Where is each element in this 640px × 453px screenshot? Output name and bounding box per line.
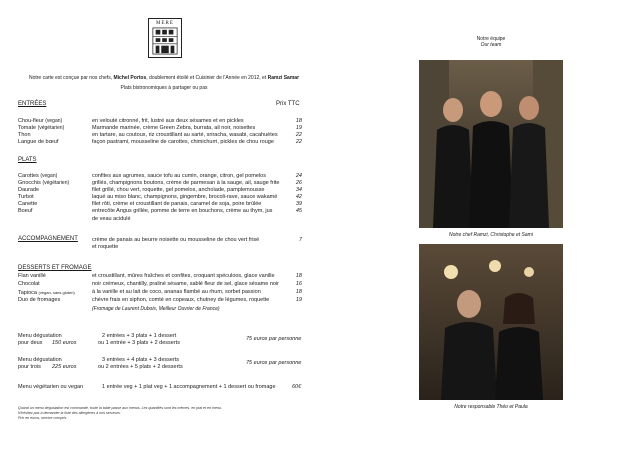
menu-item: Flan vanillé et croustillant, mûres fraîches et confites, croquant spéculoos, glace vanille 18 [18, 273, 302, 279]
accompagnement-desc: crème de panais au beurre noisette ou mousseline de chou vert frisé [92, 237, 260, 243]
footnotes: Quand un menu dégustation est commandé, toute la table passe aux menus. Les quantités sont les mêmes, en plat et en menu. N'hésitez pas à demander la liste des allergènes à nos serveurs. Prix en euros, service compris. [18, 406, 222, 420]
price-header: Prix TTC [276, 101, 300, 107]
restaurant-logo [148, 18, 182, 58]
caption-managers: Notre responsable Théo et Paula [454, 404, 528, 410]
menu-item: Duo de fromages chèvre frais en siphon, comté en copeaux, chutney de légumes, roquette 19 [18, 297, 302, 303]
team-title: Notre équipe [476, 36, 506, 42]
menu-item: Chocolat noir crémeux, chantilly, praliné sésame, sablé fleur de sel, glace sésame noir 16 [18, 281, 302, 287]
entrees-title: ENTRÉES [18, 101, 47, 107]
accompagnement-title: ACCOMPAGNEMENT [18, 236, 78, 242]
menu-degustation-trois: Menu dégustation pour trois 225 euros 3 entrées + 4 plats + 3 desserts ou 2 entrées + 5 plats + 2 desserts 75 euros par personne [18, 357, 302, 370]
chefs-photo-image [419, 60, 563, 228]
plats-continuation: de veau acidulé [92, 216, 131, 222]
logo-name: MERE [156, 21, 174, 26]
menu-item: Gnocchis (végétarien) grillés, champignons boutons, crème de parmesan à la sauge, ail, sauge frite 26 [18, 180, 302, 186]
menu-item: Turbot laqué au miso blanc, champignons, gingembre, brocoli-rave, sauce wakamé 42 [18, 194, 302, 200]
intro-line-2: Plats bistronomiques à partager ou pas [120, 85, 208, 91]
menu-item: Langue de bœuf façon pastrami, mousseline de carottes, chimichurri, pickles de chou rouge 22 [18, 139, 302, 145]
desserts-title: DESSERTS ET FROMAGE [18, 265, 92, 271]
menu-item: Boeuf entrecôte Angus grillée, pomme de terre en bouchons, crème au thym, jus 45 [18, 208, 302, 214]
menu-item: Thon en tartare, au coutoux, riz croustillant au sarté, sriracha, wasabi, cacahuètes 22 [18, 132, 302, 138]
team-photo-managers [419, 244, 563, 400]
managers-photo-image [419, 244, 563, 400]
fromage-note: (Fromage de Laurent Dubois, Meilleur Ouvrier de France) [92, 306, 220, 312]
team-subtitle: Our team [480, 42, 502, 48]
menu-item: Canette filet rôti, crème et croustillant de panais, caramel de soja, poire brûlée 39 [18, 201, 302, 207]
menu-vegetarien: Menu végétarien ou vegan 1 entrée veg + 1 plat veg + 1 accompagnement + 1 dessert ou fromage 60€ [18, 384, 302, 390]
menu-item: Carottes (vegan) confites aux agrumes, sauce tofu au cumin, orange, citron, gel pomelos 24 [18, 173, 302, 179]
storefront-icon [151, 27, 179, 55]
plats-title: PLATS [18, 157, 37, 163]
menu-item: Daurade filet grillé, chou vert, roquette, gel pomelos, anchoïade, pamplemousse 34 [18, 187, 302, 193]
team-photo-chefs [419, 60, 563, 228]
intro-line-1: Notre carte est conçue par nos chefs, Michel Portos, doublement étoilé et Cuisinier de l'Année en 2012, et Ramzi Samar [28, 75, 300, 81]
menu-degustation-deux: Menu dégustation pour deux 150 euros 2 entrées + 3 plats + 1 dessert ou 1 entrée + 3 plats + 2 desserts 75 euros par personne [18, 333, 302, 346]
menu-item: Tomate (végétarien) Marmande marinée, crème Green Zebra, burrata, ail noir, noisettes 19 [18, 125, 302, 131]
menu-item: Chou-fleur (vegan) en velouté citronné, frit, lustré aux deux sésames et en pickles 18 [18, 118, 302, 124]
caption-chefs: Notre chef Ramzi, Christophe et Sami [449, 232, 533, 238]
accompagnement-price: 7 [298, 237, 302, 243]
menu-item: Tapioca (vegan, sans gluten) à la vanille et au lait de coco, ananas flambé au rhum, sorbet passion 18 [18, 289, 302, 296]
accompagnement-desc-2: et roquette [92, 244, 119, 250]
